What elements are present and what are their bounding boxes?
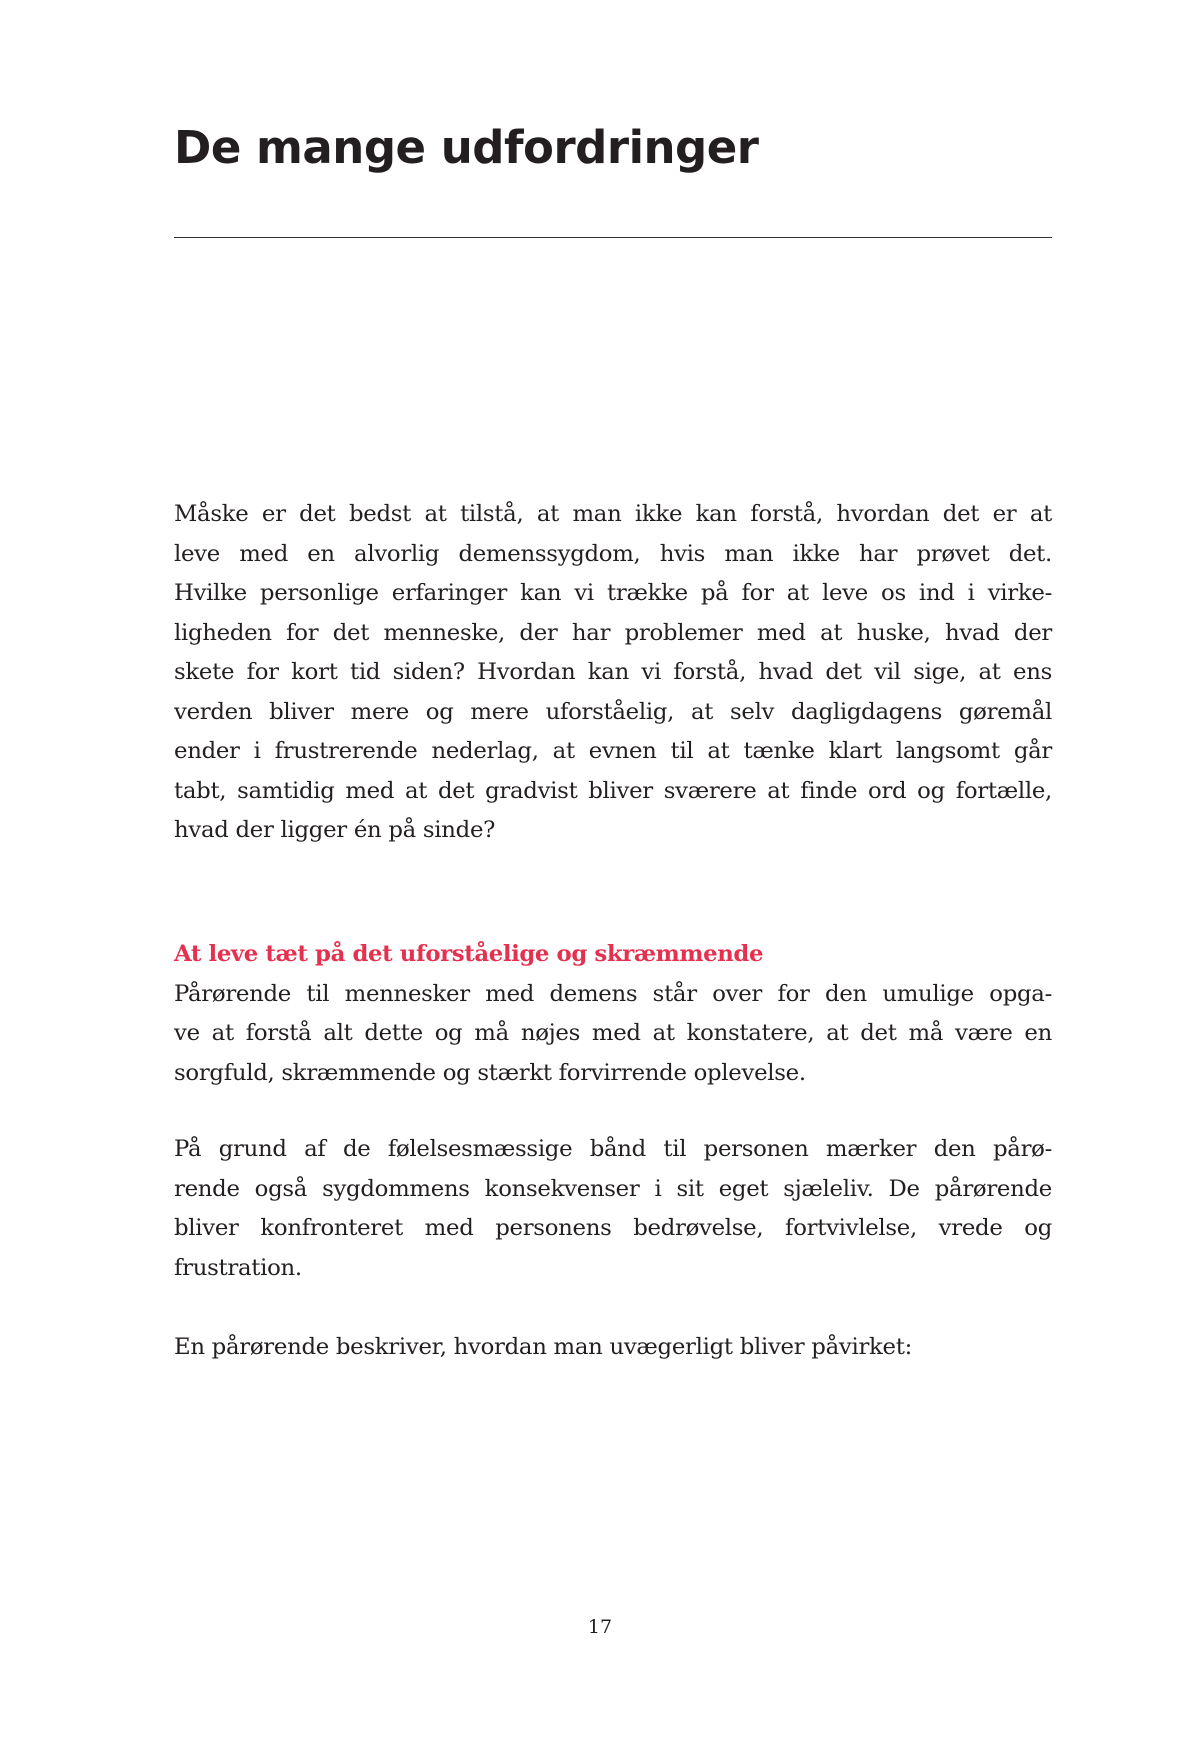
page-number: 17 bbox=[587, 1616, 613, 1638]
page-title: De mange udfordringer bbox=[174, 121, 759, 174]
text-line: tabt, samtidig med at det gradvist bliver sværere at finde ord og fortælle, bbox=[174, 777, 1052, 804]
intro-text bbox=[174, 495, 1052, 851]
text-line: Pårørende til mennesker med demens står over for den umulige opga- bbox=[174, 980, 1052, 1007]
intro-paragraph bbox=[174, 495, 1052, 851]
text-line: ligheden for det menneske, der har problemer med at huske, hvad der bbox=[174, 619, 1052, 646]
text-line: På grund af de følelsesmæssige bånd til personen mærker den pårø- bbox=[174, 1136, 1052, 1162]
text-line: skete for kort tid siden? Hvordan kan vi forstå, hvad det vil sige, at ens bbox=[174, 659, 1052, 685]
text-line: sorgfuld, skræmmende og stærkt forvirrende oplevelse. bbox=[174, 1059, 806, 1086]
paragraph-emotional-bonds-text bbox=[174, 1130, 1052, 1288]
text-line: ender i frustrerende nederlag, at evnen til at tænke klart langsomt går bbox=[174, 738, 1052, 764]
text-line: rende også sygdommens konsekvenser i sit eget sjæleliv. De pårørende bbox=[174, 1175, 1052, 1202]
title-divider bbox=[174, 237, 1052, 238]
section-paragraph bbox=[174, 975, 1052, 1094]
text-line: bliver konfronteret med personens bedrøvelse, fortvivlelse, vrede og bbox=[174, 1215, 1052, 1241]
paragraph-quote-intro-text bbox=[174, 1328, 1052, 1368]
paragraph-emotional-bonds bbox=[174, 1130, 1052, 1288]
text-line: En pårørende beskriver, hvordan man uvægerligt bliver påvirket: bbox=[174, 1334, 912, 1360]
section bbox=[174, 935, 1052, 1093]
text-line: hvad der ligger én på sinde? bbox=[174, 817, 496, 843]
text-line: leve med en alvorlig demenssygdom, hvis man ikke har prøvet det. bbox=[174, 540, 1052, 567]
paragraph-quote-intro bbox=[174, 1328, 1052, 1368]
text-line: verden bliver mere og mere uforståelig, at selv dagligdagens gøremål bbox=[174, 698, 1052, 725]
text-line: frustration. bbox=[174, 1254, 302, 1281]
text-line: Måske er det bedst at tilstå, at man ikke kan forstå, hvordan det er at bbox=[174, 501, 1052, 527]
text-line: ve at forstå alt dette og må nøjes med at konstatere, at det må være en bbox=[174, 1020, 1052, 1046]
text-line: Hvilke personlige erfaringer kan vi trække på for at leve os ind i virke- bbox=[174, 580, 1052, 606]
section-heading: At leve tæt på det uforståelige og skræmmende bbox=[174, 941, 764, 967]
